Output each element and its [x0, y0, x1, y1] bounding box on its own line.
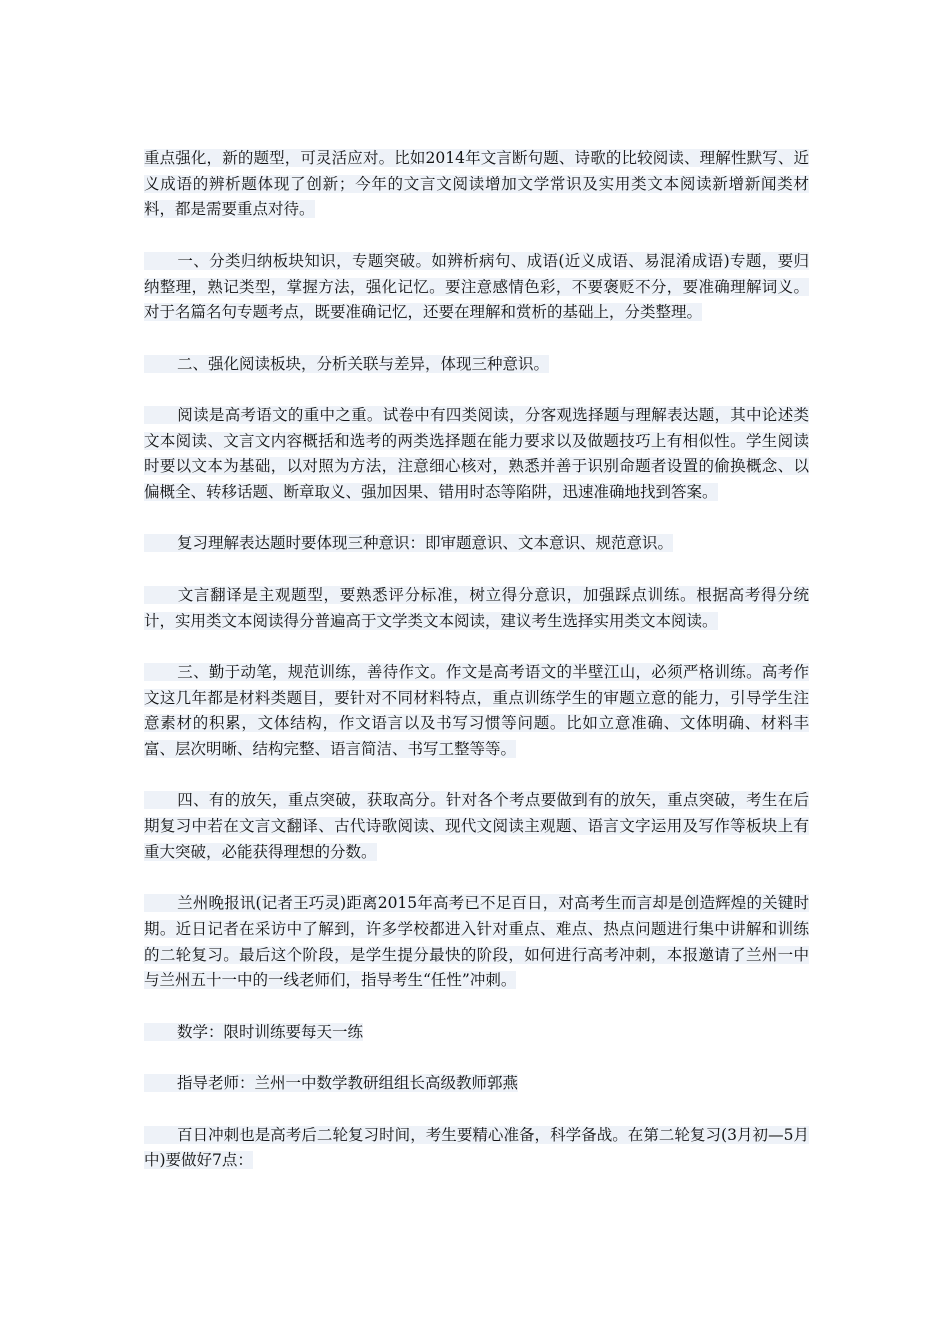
- paragraph-text: 一、分类归纳板块知识，专题突破。如辨析病句、成语(近义成语、易混淆成语)专题，要归纳整理，熟记类型，掌握方法，强化记忆。要注意感情色彩，不要褒贬不分，要准确理解词义。对于名篇名句专题考点，既要准确记忆，还要在理解和赏析的基础上，分类整理。: [144, 251, 809, 322]
- paragraph-text: 四、有的放矢，重点突破，获取高分。针对各个考点要做到有的放矢，重点突破，考生在后期复习中若在文言文翻译、古代诗歌阅读、现代文阅读主观题、语言文字运用及写作等板块上有重大突破，必能获得理想的分数。: [144, 791, 809, 861]
- paragraph-text: 数学：限时训练要每天一练: [144, 1023, 363, 1041]
- paragraph-7: [144, 660, 809, 763]
- paragraph-text: 文言翻译是主观题型，要熟悉评分标准，树立得分意识，加强踩点训练。根据高考得分统计，实用类文本阅读得分普遍高于文学类文本阅读，建议考生选择实用类文本阅读。: [144, 585, 809, 630]
- paragraph-text: 重点强化，新的题型，可灵活应对。比如2014年文言断句题、诗歌的比较阅读、理解性默写、近义成语的辨析题体现了创新；今年的文言文阅读增加文学常识及实用类文本阅读新增新闻类材料，都是需要重点对待。: [144, 149, 809, 219]
- paragraph-text: 兰州晚报讯(记者王巧灵)距离2015年高考已不足百日，对高考生而言却是创造辉煌的关键时期。近日记者在采访中了解到，许多学校都进入针对重点、难点、热点问题进行集中讲解和训练的二轮复习。最后这个阶段，是学生提分最快的阶段，如何进行高考冲刺，本报邀请了兰州一中与兰州五十一中的一线老师们，指导考生“任性”冲刺。: [144, 894, 809, 990]
- paragraph-2: [144, 249, 809, 326]
- paragraph-text: 复习理解表达题时要体现三种意识：即审题意识、文本意识、规范意识。: [144, 534, 673, 552]
- paragraph-12: [144, 1123, 809, 1174]
- paragraph-8: [144, 788, 809, 865]
- paragraph-text: 指导老师：兰州一中数学教研组组长高级教师郭燕: [144, 1074, 518, 1092]
- paragraph-6: [144, 583, 809, 634]
- paragraph-3: [144, 352, 809, 378]
- paragraph-text: 百日冲刺也是高考后二轮复习时间，考生要精心准备，科学备战。在第二轮复习(3月初—5月中)要做好7点：: [144, 1125, 809, 1170]
- paragraph-10: [144, 1020, 809, 1046]
- paragraph-5: [144, 531, 809, 557]
- paragraph-text: 阅读是高考语文的重中之重。试卷中有四类阅读，分客观选择题与理解表达题，其中论述类文本阅读、文言文内容概括和选考的两类选择题在能力要求以及做题技巧上有相似性。学生阅读时要以文本为基础，以对照为方法，注意细心核对，熟悉并善于识别命题者设置的偷换概念、以偏概全、转移话题、断章取义、强加因果、错用时态等陷阱，迅速准确地找到答案。: [144, 405, 809, 502]
- paragraph-11: [144, 1071, 809, 1097]
- paragraph-4: [144, 403, 809, 506]
- document-page: [144, 146, 809, 1200]
- paragraph-text: 三、勤于动笔，规范训练，善待作文。作文是高考语文的半壁江山，必须严格训练。高考作文这几年都是材料类题目，要针对不同材料特点，重点训练学生的审题立意的能力，引导学生注意素材的积累，文体结构，作文语言以及书写习惯等问题。比如立意准确、文体明确、材料丰富、层次明晰、结构完整、语言简洁、书写工整等等。: [144, 662, 809, 759]
- paragraph-9: [144, 891, 809, 994]
- paragraph-1: [144, 146, 809, 223]
- paragraph-text: 二、强化阅读板块，分析关联与差异，体现三种意识。: [144, 355, 549, 373]
